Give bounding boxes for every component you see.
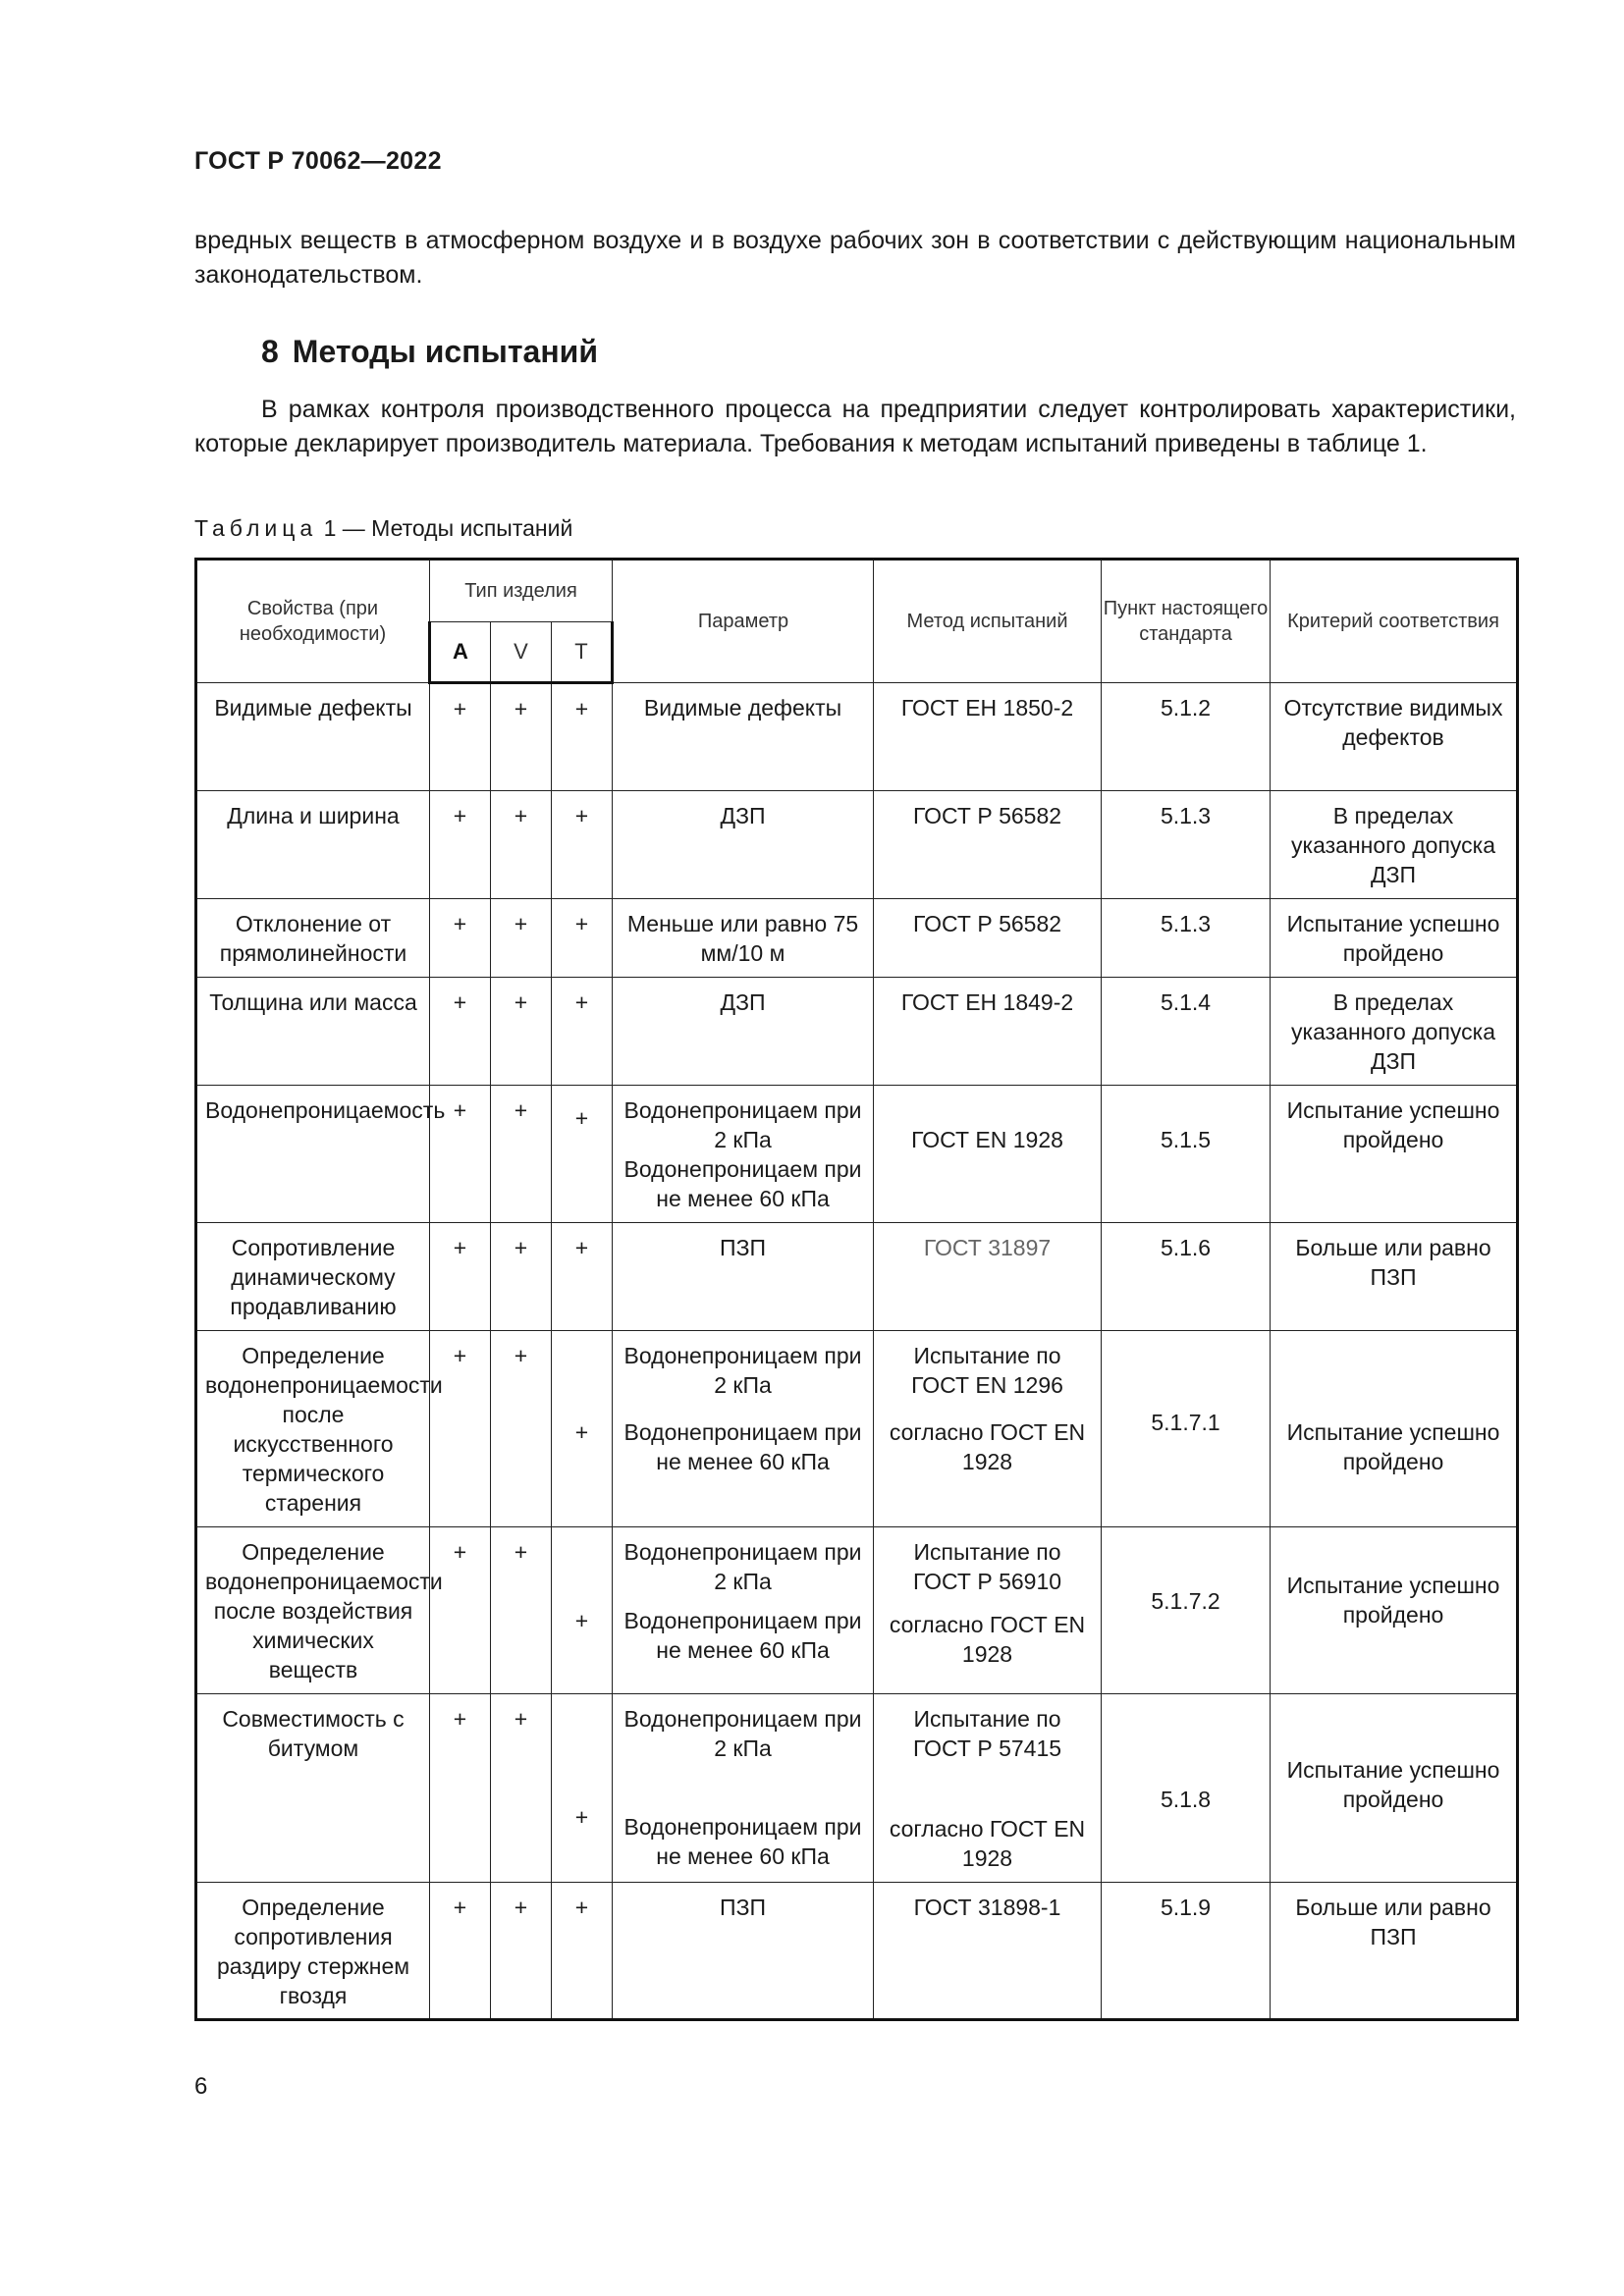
table-caption <box>194 515 572 542</box>
cell-clause: 5.1.7.2 <box>1102 1527 1271 1694</box>
cell-criterion: Испытание успешно пройдено <box>1271 899 1518 978</box>
parameter-line: Водонепроницаем при не менее 60 кПа <box>623 1814 862 1869</box>
cell-criterion: Испытание успешно пройдено <box>1271 1086 1518 1223</box>
cell-type-a: + <box>430 683 491 791</box>
cell-clause: 5.1.8 <box>1102 1694 1271 1883</box>
table-row <box>196 1223 1518 1331</box>
cell-type-a: + <box>430 1086 491 1223</box>
method-line: согласно ГОСТ EN 1928 <box>889 1612 1086 1667</box>
cell-type-t: + <box>552 1223 613 1331</box>
header-clause: Пункт настоящего стандарта <box>1102 560 1271 683</box>
cell-criterion: Испытание успешно пройдено <box>1271 1527 1518 1694</box>
cell-type-t: + <box>552 1694 613 1883</box>
cell-parameter: Меньше или равно 75 мм/10 м <box>613 899 874 978</box>
cell-clause: 5.1.3 <box>1102 899 1271 978</box>
cell-property: Определение водонепроницаемости после искусственного термического старения <box>196 1331 430 1527</box>
cell-type-a: + <box>430 1694 491 1883</box>
cell-parameter: ДЗП <box>613 978 874 1086</box>
cell-type-t: + <box>552 978 613 1086</box>
cell-type-t: + <box>552 1086 613 1223</box>
parameter-line: Водонепроницаем при не менее 60 кПа <box>623 1608 862 1663</box>
cell-property: Совместимость с битумом <box>196 1694 430 1883</box>
cell-property: Видимые дефекты <box>196 683 430 791</box>
cell-parameter <box>613 1527 874 1694</box>
cell-property: Отклонение от прямолинейности <box>196 899 430 978</box>
section-paragraph: В рамках контроля производственного процесса на предприятии следует контролировать характеристики, которые декларирует производитель материала. Требования к методам испытаний приведены в таблице 1. <box>194 396 1516 457</box>
method-line: согласно ГОСТ EN 1928 <box>889 1816 1086 1871</box>
table-row <box>196 1527 1518 1694</box>
cell-type-a: + <box>430 791 491 899</box>
table-row <box>196 978 1518 1086</box>
cell-method: ГОСТ EN 1928 <box>874 1086 1102 1223</box>
document-id: ГОСТ Р 70062—2022 <box>194 147 442 175</box>
table-row <box>196 1694 1518 1883</box>
cell-type-a: + <box>430 1883 491 2020</box>
cell-method: ГОСТ ЕН 1850-2 <box>874 683 1102 791</box>
parameter-line: Водонепроницаем при не менее 60 кПа <box>623 1156 862 1211</box>
cell-criterion: В пределах указанного допуска ДЗП <box>1271 791 1518 899</box>
method-line: Испытание по ГОСТ Р 57415 <box>913 1706 1062 1761</box>
cell-method: ГОСТ 31897 <box>874 1223 1102 1331</box>
header-method: Метод испытаний <box>874 560 1102 683</box>
page-number: 6 <box>194 2073 208 2100</box>
table-row <box>196 1331 1518 1527</box>
cell-criterion: В пределах указанного допуска ДЗП <box>1271 978 1518 1086</box>
header-product-type: Тип изделия <box>430 560 613 622</box>
cell-criterion: Испытание успешно пройдено <box>1271 1331 1518 1527</box>
table-row <box>196 899 1518 978</box>
cell-type-v: + <box>491 899 552 978</box>
cell-type-t: + <box>552 791 613 899</box>
cell-property: Определение сопротивления раздиру стержнем гвоздя <box>196 1883 430 2020</box>
cell-clause: 5.1.6 <box>1102 1223 1271 1331</box>
method-line: согласно ГОСТ EN 1928 <box>889 1419 1086 1474</box>
table-row <box>196 683 1518 791</box>
cell-parameter: ПЗП <box>613 1223 874 1331</box>
cell-clause: 5.1.9 <box>1102 1883 1271 2020</box>
table-row <box>196 1086 1518 1223</box>
cell-method: ГОСТ Р 56582 <box>874 899 1102 978</box>
test-methods-table <box>194 558 1519 2021</box>
parameter-line: Водонепроницаем при 2 кПа <box>623 1343 862 1398</box>
cell-type-a: + <box>430 1223 491 1331</box>
cell-criterion: Испытание успешно пройдено <box>1271 1694 1518 1883</box>
parameter-line: Водонепроницаем при 2 кПа <box>623 1706 862 1761</box>
table-row <box>196 791 1518 899</box>
cell-type-t: + <box>552 899 613 978</box>
section-title: Методы испытаний <box>292 334 598 369</box>
cell-type-v: + <box>491 1694 552 1883</box>
method-line: Испытание по ГОСТ EN 1296 <box>911 1343 1063 1398</box>
cell-parameter <box>613 1086 874 1223</box>
parameter-line: Водонепроницаем при 2 кПа <box>623 1097 862 1152</box>
table-caption-text: 1 — Методы испытаний <box>323 515 573 541</box>
cell-parameter: ДЗП <box>613 791 874 899</box>
cell-criterion: Больше или равно ПЗП <box>1271 1223 1518 1331</box>
cell-type-a: + <box>430 1331 491 1527</box>
header-type-t: T <box>552 622 613 683</box>
cell-type-v: + <box>491 1883 552 2020</box>
header-type-v: V <box>491 622 552 683</box>
cell-property: Длина и ширина <box>196 791 430 899</box>
cell-property: Водонепроницаемость <box>196 1086 430 1223</box>
cell-method <box>874 1527 1102 1694</box>
cell-method: ГОСТ 31898-1 <box>874 1883 1102 2020</box>
cell-type-v: + <box>491 978 552 1086</box>
cell-clause: 5.1.5 <box>1102 1086 1271 1223</box>
cell-type-a: + <box>430 899 491 978</box>
intro-paragraph: вредных веществ в атмосферном воздухе и в воздухе рабочих зон в соответствии с действующим национальным законодательством. <box>194 227 1516 289</box>
header-parameter: Параметр <box>613 560 874 683</box>
cell-property: Сопротивление динамическому продавливанию <box>196 1223 430 1331</box>
header-property: Свойства (при необходимости) <box>196 560 430 683</box>
table-row <box>196 1883 1518 2020</box>
parameter-line: Водонепроницаем при не менее 60 кПа <box>623 1419 862 1474</box>
cell-parameter: ПЗП <box>613 1883 874 2020</box>
cell-type-t: + <box>552 683 613 791</box>
cell-type-t: + <box>552 1331 613 1527</box>
parameter-line: Водонепроницаем при 2 кПа <box>623 1539 862 1594</box>
cell-parameter: Видимые дефекты <box>613 683 874 791</box>
cell-type-v: + <box>491 791 552 899</box>
cell-method: ГОСТ ЕН 1849-2 <box>874 978 1102 1086</box>
cell-parameter <box>613 1331 874 1527</box>
header-type-a: A <box>430 622 491 683</box>
cell-method <box>874 1331 1102 1527</box>
cell-type-t: + <box>552 1527 613 1694</box>
cell-type-v: + <box>491 1527 552 1694</box>
cell-type-v: + <box>491 1086 552 1223</box>
cell-clause: 5.1.3 <box>1102 791 1271 899</box>
cell-clause: 5.1.4 <box>1102 978 1271 1086</box>
cell-clause: 5.1.2 <box>1102 683 1271 791</box>
cell-type-v: + <box>491 1223 552 1331</box>
cell-property: Определение водонепроницаемости после воздействия химических веществ <box>196 1527 430 1694</box>
cell-method <box>874 1694 1102 1883</box>
method-line: Испытание по ГОСТ Р 56910 <box>913 1539 1062 1594</box>
cell-type-t: + <box>552 1883 613 2020</box>
header-criterion: Критерий соответствия <box>1271 560 1518 683</box>
section-heading <box>261 334 598 370</box>
cell-property: Толщина или масса <box>196 978 430 1086</box>
cell-type-v: + <box>491 1331 552 1527</box>
section-number: 8 <box>261 334 279 369</box>
cell-type-a: + <box>430 1527 491 1694</box>
table-caption-label: Таблица <box>194 515 318 541</box>
cell-method: ГОСТ Р 56582 <box>874 791 1102 899</box>
cell-criterion: Отсутствие видимых дефектов <box>1271 683 1518 791</box>
cell-parameter <box>613 1694 874 1883</box>
cell-criterion: Больше или равно ПЗП <box>1271 1883 1518 2020</box>
cell-clause: 5.1.7.1 <box>1102 1331 1271 1527</box>
cell-type-v: + <box>491 683 552 791</box>
cell-type-a: + <box>430 978 491 1086</box>
